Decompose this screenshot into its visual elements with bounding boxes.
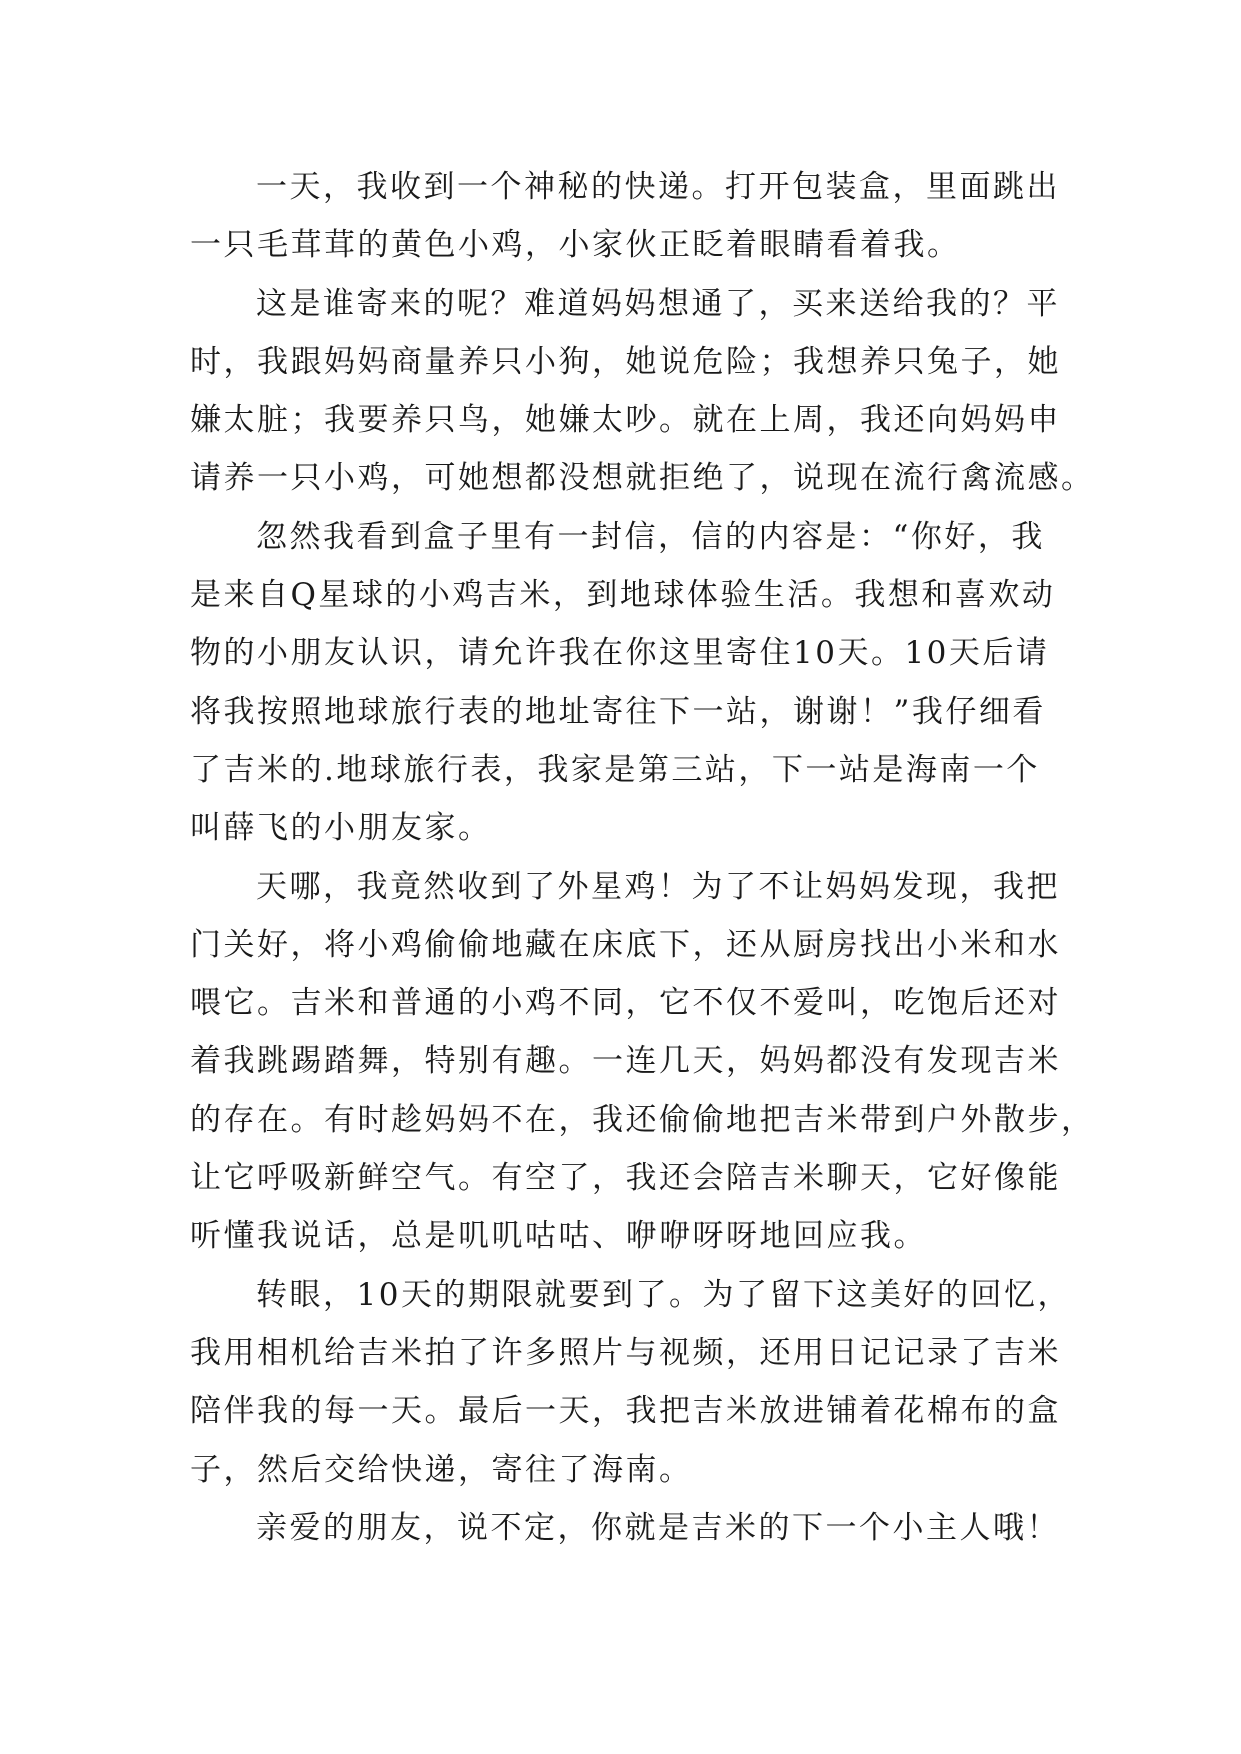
text-line: 天哪，我竟然收到了外星鸡！为了不让妈妈发现，我把 <box>256 868 1060 905</box>
text-line: 将我按照地球旅行表的地址寄往下一站，谢谢！”我仔细看 <box>190 693 1046 730</box>
text-line: 转眼，10天的期限就要到了。为了留下这美好的回忆， <box>256 1276 1071 1313</box>
text-line: 这是谁寄来的呢？难道妈妈想通了，买来送给我的？平 <box>256 285 1060 322</box>
text-line: 子，然后交给快递，寄往了海南。 <box>190 1451 693 1488</box>
essay-text <box>190 158 1095 1557</box>
text-line: 喂它。吉米和普通的小鸡不同，它不仅不爱叫，吃饱后还对 <box>190 985 1061 1022</box>
text-line: 我用相机给吉米拍了许多照片与视频，还用日记记录了吉米 <box>190 1334 1061 1371</box>
text-line: 听懂我说话，总是叽叽咕咕、咿咿呀呀地回应我。 <box>190 1218 927 1255</box>
text-line: 物的小朋友认识，请允许我在你这里寄住10天。10天后请 <box>190 635 1050 672</box>
text-line: 一只毛茸茸的黄色小鸡，小家伙正眨着眼睛看着我。 <box>190 227 961 264</box>
text-line: 请养一只小鸡，可她想都没想就拒绝了，说现在流行禽流感。 <box>190 460 1095 497</box>
text-line: 了吉米的.地球旅行表，我家是第三站，下一站是海南一个 <box>190 751 1040 788</box>
text-line: 让它呼吸新鲜空气。有空了，我还会陪吉米聊天，它好像能 <box>190 1160 1061 1197</box>
text-line: 是来自Q星球的小鸡吉米，到地球体验生活。我想和喜欢动 <box>190 577 1056 614</box>
text-line: 嫌太脏；我要养只鸟，她嫌太吵。就在上周，我还向妈妈申 <box>190 402 1061 439</box>
text-line: 门关好，将小鸡偷偷地藏在床底下，还从厨房找出小米和水 <box>190 926 1061 963</box>
text-line: 的存在。有时趁妈妈不在，我还偷偷地把吉米带到户外散步， <box>190 1101 1095 1138</box>
text-line: 叫薛飞的小朋友家。 <box>190 810 492 847</box>
text-line: 亲爱的朋友，说不定，你就是吉米的下一个小主人哦！ <box>256 1509 1060 1546</box>
text-line: 一天，我收到一个神秘的快递。打开包装盒，里面跳出 <box>256 169 1060 205</box>
text-line: 陪伴我的每一天。最后一天，我把吉米放进铺着花棉布的盒 <box>190 1393 1061 1430</box>
text-line: 时，我跟妈妈商量养只小狗，她说危险；我想养只兔子，她 <box>190 343 1061 380</box>
text-line: 忽然我看到盒子里有一封信，信的内容是：“你好，我 <box>256 518 1045 555</box>
text-line: 着我跳踢踏舞，特别有趣。一连几天，妈妈都没有发现吉米 <box>190 1043 1061 1080</box>
